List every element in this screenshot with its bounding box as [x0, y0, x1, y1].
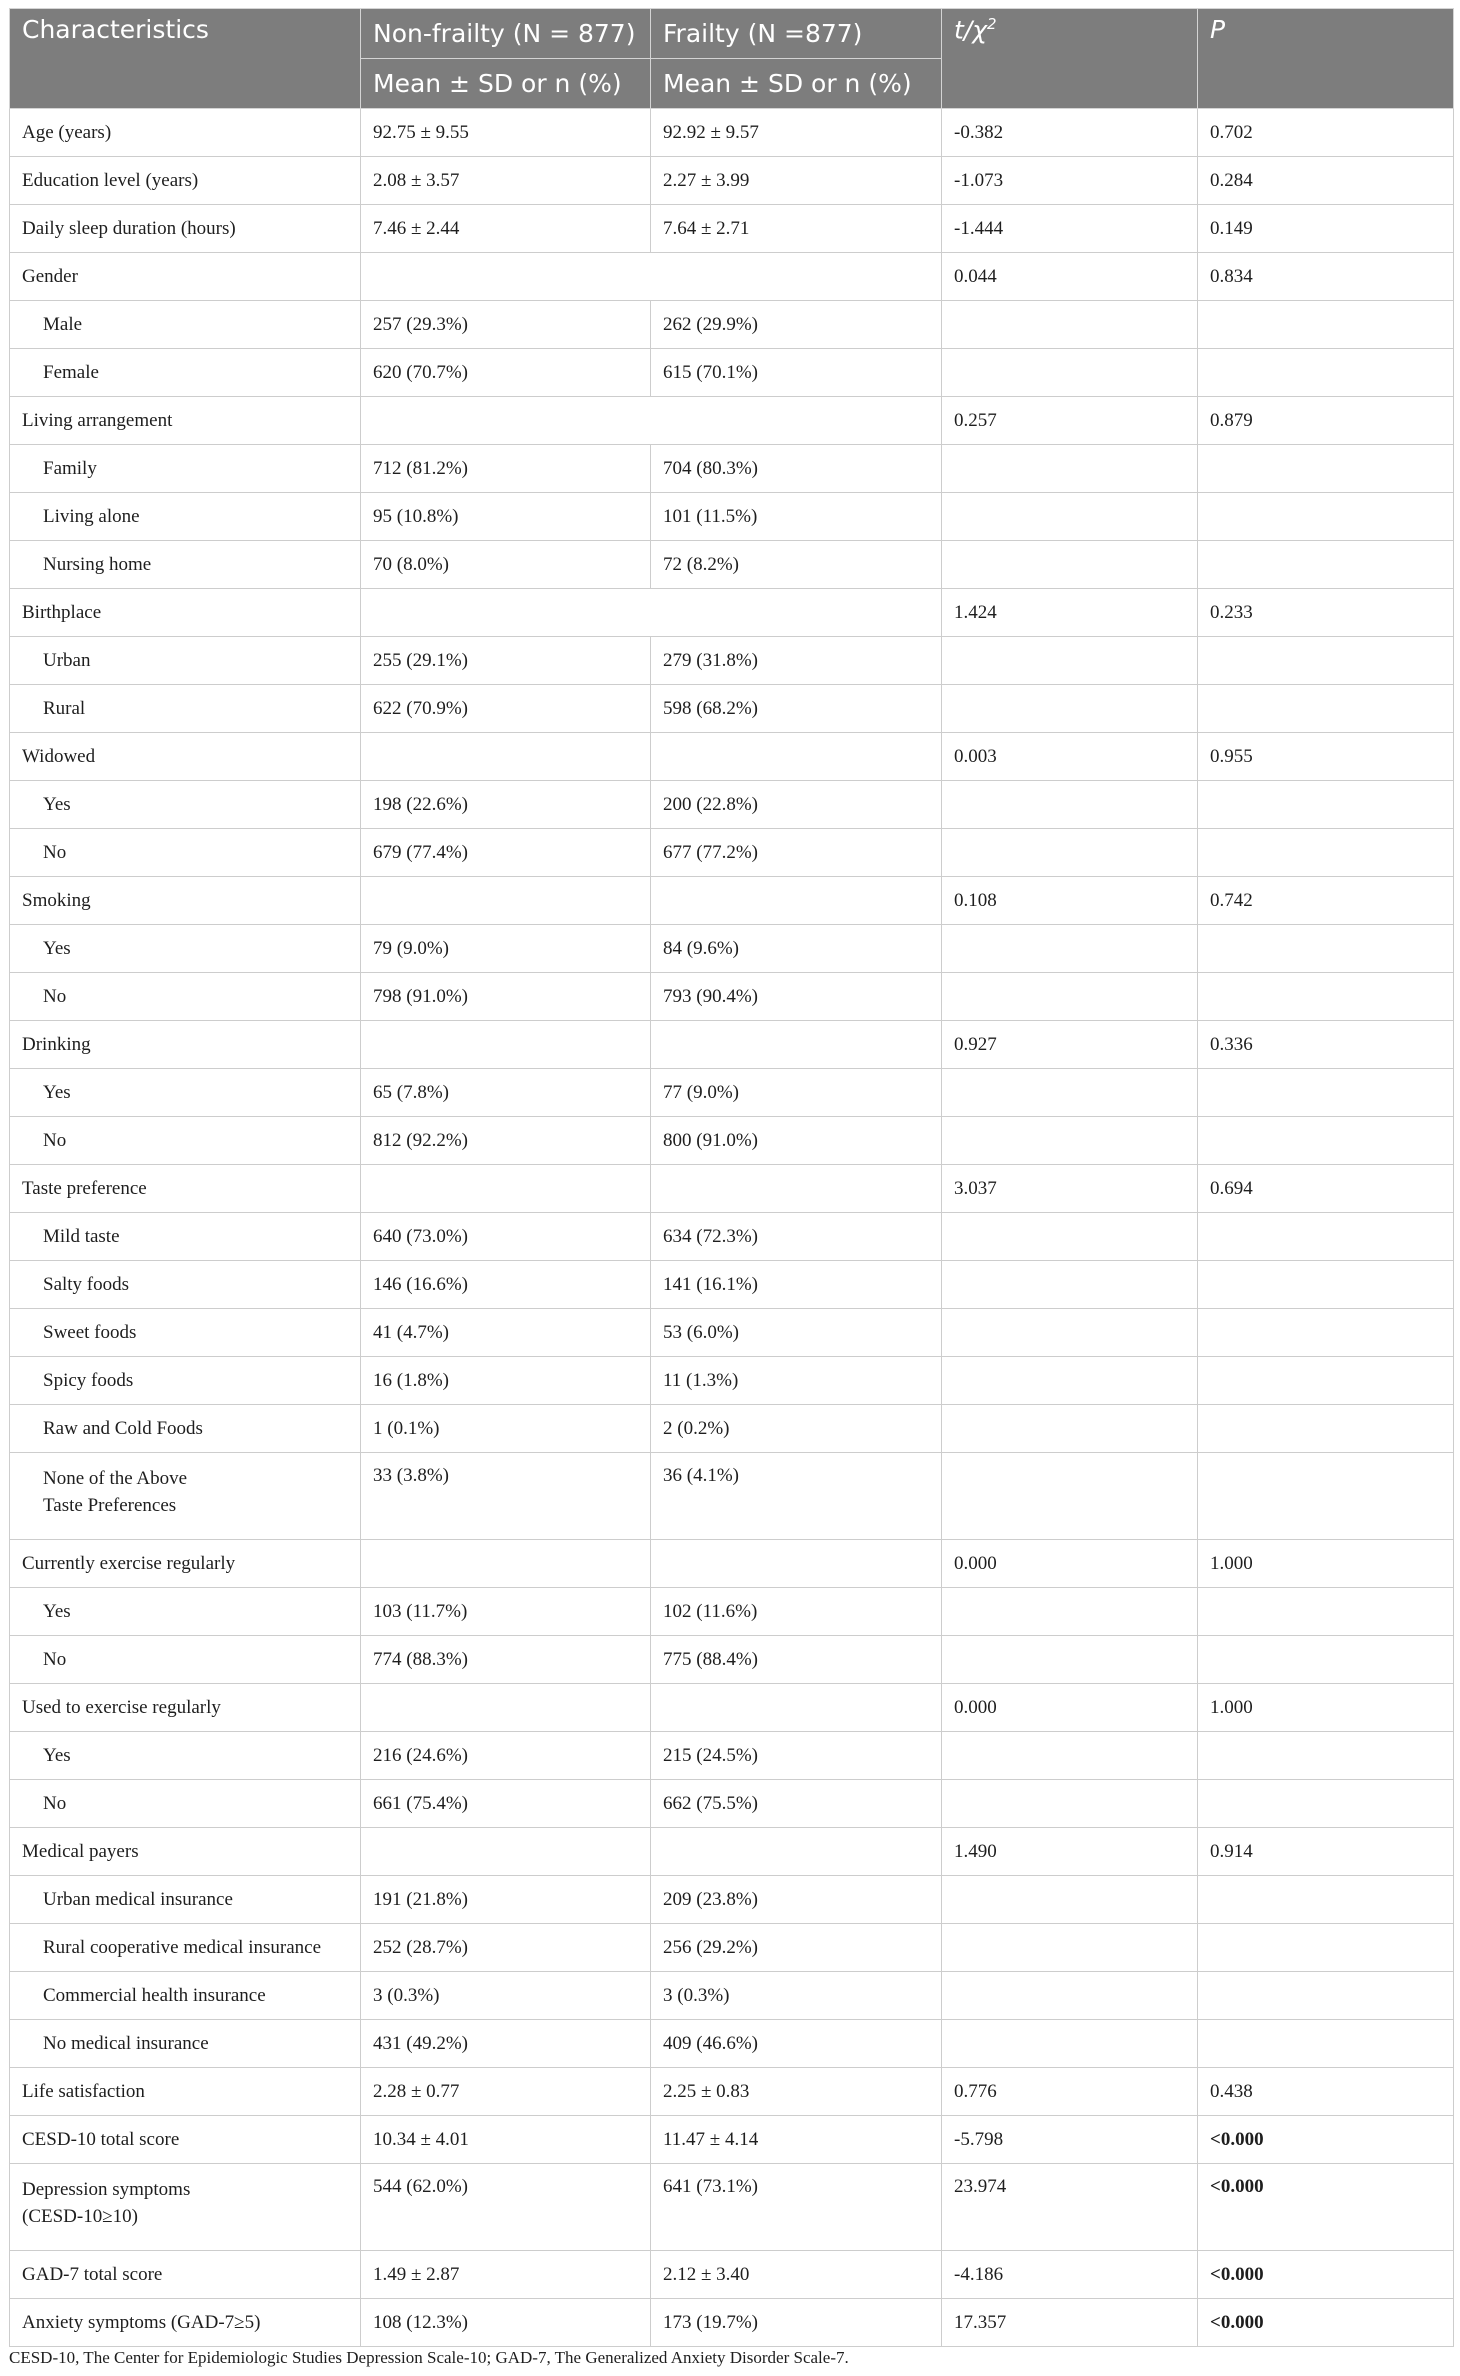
row-stat-value	[942, 685, 1198, 733]
table-row	[10, 205, 1454, 253]
row-label: Rural	[10, 685, 361, 733]
row-label: Mild taste	[10, 1213, 361, 1261]
row-p-value	[1198, 973, 1454, 1021]
table-row	[10, 2299, 1454, 2347]
row-non-frailty-value	[361, 1021, 651, 1069]
row-label: Gender	[10, 253, 361, 301]
row-stat-value	[942, 1405, 1198, 1453]
row-label: None of the Above Taste Preferences	[10, 1453, 361, 1540]
row-non-frailty-value: 2.28 ± 0.77	[361, 2068, 651, 2116]
header-sub-non-frailty: Mean ± SD or n (%)	[361, 59, 651, 109]
row-non-frailty-value: 191 (21.8%)	[361, 1876, 651, 1924]
row-stat-value: -4.186	[942, 2251, 1198, 2299]
row-frailty-value: 793 (90.4%)	[651, 973, 942, 1021]
table-row	[10, 1588, 1454, 1636]
table-row	[10, 1165, 1454, 1213]
row-label: Living alone	[10, 493, 361, 541]
row-non-frailty-value: 95 (10.8%)	[361, 493, 651, 541]
row-p-value	[1198, 1453, 1454, 1540]
row-p-value	[1198, 1876, 1454, 1924]
header-frailty: Frailty (N =877)	[651, 9, 942, 59]
header-sub-frailty: Mean ± SD or n (%)	[651, 59, 942, 109]
row-label: Salty foods	[10, 1261, 361, 1309]
row-stat-value: 17.357	[942, 2299, 1198, 2347]
table-row	[10, 1972, 1454, 2020]
row-p-value: <0.000	[1198, 2251, 1454, 2299]
row-p-value	[1198, 1357, 1454, 1405]
table-row	[10, 925, 1454, 973]
row-non-frailty-value: 431 (49.2%)	[361, 2020, 651, 2068]
row-label: Widowed	[10, 733, 361, 781]
row-non-frailty-value: 65 (7.8%)	[361, 1069, 651, 1117]
row-non-frailty-value	[361, 1165, 651, 1213]
table-row	[10, 1876, 1454, 1924]
row-non-frailty-value: 103 (11.7%)	[361, 1588, 651, 1636]
row-p-value: 0.879	[1198, 397, 1454, 445]
row-label: Drinking	[10, 1021, 361, 1069]
row-stat-value	[942, 973, 1198, 1021]
row-frailty-value: 53 (6.0%)	[651, 1309, 942, 1357]
row-p-value	[1198, 781, 1454, 829]
row-non-frailty-value: 774 (88.3%)	[361, 1636, 651, 1684]
row-p-value	[1198, 1924, 1454, 1972]
row-frailty-value	[651, 1540, 942, 1588]
row-label: Female	[10, 349, 361, 397]
row-p-value	[1198, 1213, 1454, 1261]
table-row	[10, 493, 1454, 541]
row-non-frailty-value	[361, 733, 651, 781]
row-frailty-value	[651, 733, 942, 781]
row-p-value	[1198, 541, 1454, 589]
row-p-value: 0.742	[1198, 877, 1454, 925]
row-label: Raw and Cold Foods	[10, 1405, 361, 1453]
row-label: Family	[10, 445, 361, 493]
header-non-frailty: Non-frailty (N = 877)	[361, 9, 651, 59]
row-frailty-value	[651, 1684, 942, 1732]
row-frailty-value: 84 (9.6%)	[651, 925, 942, 973]
row-non-frailty-value: 92.75 ± 9.55	[361, 109, 651, 157]
row-frailty-value: 634 (72.3%)	[651, 1213, 942, 1261]
row-non-frailty-value: 33 (3.8%)	[361, 1453, 651, 1540]
table-row	[10, 1540, 1454, 1588]
row-stat-value	[942, 1261, 1198, 1309]
row-stat-value: -1.444	[942, 205, 1198, 253]
table-row	[10, 157, 1454, 205]
row-stat-value: -1.073	[942, 157, 1198, 205]
table-row	[10, 733, 1454, 781]
row-non-frailty-value: 2.08 ± 3.57	[361, 157, 651, 205]
row-label: Taste preference	[10, 1165, 361, 1213]
row-label: Urban medical insurance	[10, 1876, 361, 1924]
row-p-value	[1198, 1261, 1454, 1309]
row-non-frailty-value	[361, 1684, 651, 1732]
row-stat-value	[942, 1357, 1198, 1405]
row-p-value	[1198, 1780, 1454, 1828]
row-p-value	[1198, 925, 1454, 973]
row-p-value	[1198, 829, 1454, 877]
row-non-frailty-value: 16 (1.8%)	[361, 1357, 651, 1405]
row-frailty-value	[651, 877, 942, 925]
row-frailty-value: 2.12 ± 3.40	[651, 2251, 942, 2299]
row-label: No	[10, 829, 361, 877]
row-non-frailty-value	[361, 1540, 651, 1588]
row-frailty-value: 677 (77.2%)	[651, 829, 942, 877]
header-stat-sup: 2	[987, 15, 997, 33]
row-stat-value	[942, 1972, 1198, 2020]
row-stat-value	[942, 829, 1198, 877]
row-p-value	[1198, 349, 1454, 397]
table-row	[10, 1732, 1454, 1780]
row-label: Living arrangement	[10, 397, 361, 445]
row-p-value	[1198, 1972, 1454, 2020]
table-row	[10, 1636, 1454, 1684]
row-non-frailty-value: 216 (24.6%)	[361, 1732, 651, 1780]
row-frailty-value: 279 (31.8%)	[651, 637, 942, 685]
row-label: Yes	[10, 1588, 361, 1636]
row-non-frailty-value	[361, 877, 651, 925]
row-non-frailty-value: 198 (22.6%)	[361, 781, 651, 829]
row-frailty-value: 11.47 ± 4.14	[651, 2116, 942, 2164]
table-row	[10, 1117, 1454, 1165]
table-body	[10, 109, 1454, 2347]
table-row	[10, 109, 1454, 157]
row-stat-value	[942, 1453, 1198, 1540]
row-label: Yes	[10, 781, 361, 829]
row-p-value: 0.702	[1198, 109, 1454, 157]
row-frailty-value: 641 (73.1%)	[651, 2164, 942, 2251]
row-frailty-value: 173 (19.7%)	[651, 2299, 942, 2347]
row-stat-value	[942, 637, 1198, 685]
table-row	[10, 301, 1454, 349]
row-frailty-value: 2.27 ± 3.99	[651, 157, 942, 205]
row-frailty-value: 262 (29.9%)	[651, 301, 942, 349]
header-row	[10, 9, 1454, 59]
row-merged-empty	[361, 589, 942, 637]
table-row	[10, 1069, 1454, 1117]
row-p-value: 0.233	[1198, 589, 1454, 637]
row-non-frailty-value: 7.46 ± 2.44	[361, 205, 651, 253]
row-label: Commercial health insurance	[10, 1972, 361, 2020]
table-row	[10, 589, 1454, 637]
row-frailty-value: 598 (68.2%)	[651, 685, 942, 733]
row-label: Yes	[10, 1069, 361, 1117]
row-non-frailty-value: 679 (77.4%)	[361, 829, 651, 877]
row-frailty-value: 36 (4.1%)	[651, 1453, 942, 1540]
row-non-frailty-value: 3 (0.3%)	[361, 1972, 651, 2020]
row-non-frailty-value: 661 (75.4%)	[361, 1780, 651, 1828]
row-label: No	[10, 1780, 361, 1828]
row-non-frailty-value: 146 (16.6%)	[361, 1261, 651, 1309]
row-stat-value: 0.003	[942, 733, 1198, 781]
row-frailty-value: 11 (1.3%)	[651, 1357, 942, 1405]
row-frailty-value: 101 (11.5%)	[651, 493, 942, 541]
table-row	[10, 781, 1454, 829]
row-p-value: 0.438	[1198, 2068, 1454, 2116]
table-row	[10, 2068, 1454, 2116]
table-row	[10, 253, 1454, 301]
row-stat-value	[942, 349, 1198, 397]
table-row	[10, 1309, 1454, 1357]
row-stat-value: 23.974	[942, 2164, 1198, 2251]
characteristics-table-container	[9, 8, 1453, 2347]
row-stat-value	[942, 1924, 1198, 1972]
table-row	[10, 1213, 1454, 1261]
table-row	[10, 1357, 1454, 1405]
row-stat-value	[942, 445, 1198, 493]
row-stat-value	[942, 1876, 1198, 1924]
table-row	[10, 349, 1454, 397]
table-row	[10, 877, 1454, 925]
row-non-frailty-value: 79 (9.0%)	[361, 925, 651, 973]
row-stat-value: 0.044	[942, 253, 1198, 301]
row-label: Education level (years)	[10, 157, 361, 205]
row-stat-value: -5.798	[942, 2116, 1198, 2164]
row-label: Anxiety symptoms (GAD-7≥5)	[10, 2299, 361, 2347]
row-frailty-value: 102 (11.6%)	[651, 1588, 942, 1636]
row-stat-value	[942, 541, 1198, 589]
row-p-value: 0.694	[1198, 1165, 1454, 1213]
row-non-frailty-value: 798 (91.0%)	[361, 973, 651, 1021]
row-non-frailty-value: 108 (12.3%)	[361, 2299, 651, 2347]
table-row	[10, 445, 1454, 493]
row-label: Yes	[10, 925, 361, 973]
row-frailty-value: 200 (22.8%)	[651, 781, 942, 829]
table-row	[10, 1261, 1454, 1309]
row-stat-value	[942, 301, 1198, 349]
row-stat-value: 0.108	[942, 877, 1198, 925]
table-row	[10, 1924, 1454, 1972]
table-row	[10, 2251, 1454, 2299]
row-label: Urban	[10, 637, 361, 685]
row-frailty-value: 77 (9.0%)	[651, 1069, 942, 1117]
row-stat-value: 3.037	[942, 1165, 1198, 1213]
table-row	[10, 1828, 1454, 1876]
row-p-value	[1198, 2020, 1454, 2068]
table-row	[10, 829, 1454, 877]
row-frailty-value: 3 (0.3%)	[651, 1972, 942, 2020]
row-p-value: 1.000	[1198, 1684, 1454, 1732]
row-stat-value: 0.927	[942, 1021, 1198, 1069]
row-label: Smoking	[10, 877, 361, 925]
row-non-frailty-value: 640 (73.0%)	[361, 1213, 651, 1261]
row-frailty-value: 92.92 ± 9.57	[651, 109, 942, 157]
row-stat-value	[942, 925, 1198, 973]
row-label: No medical insurance	[10, 2020, 361, 2068]
table-row	[10, 1453, 1454, 1540]
row-frailty-value: 662 (75.5%)	[651, 1780, 942, 1828]
row-label: Spicy foods	[10, 1357, 361, 1405]
row-stat-value: 0.000	[942, 1540, 1198, 1588]
row-p-value	[1198, 1732, 1454, 1780]
row-non-frailty-value: 257 (29.3%)	[361, 301, 651, 349]
row-label: Sweet foods	[10, 1309, 361, 1357]
row-non-frailty-value: 622 (70.9%)	[361, 685, 651, 733]
row-stat-value	[942, 1636, 1198, 1684]
row-label: Male	[10, 301, 361, 349]
row-label: Depression symptoms (CESD-10≥10)	[10, 2164, 361, 2251]
row-p-value	[1198, 1069, 1454, 1117]
row-label: No	[10, 973, 361, 1021]
row-p-value: <0.000	[1198, 2164, 1454, 2251]
row-stat-value	[942, 1213, 1198, 1261]
row-p-value	[1198, 1636, 1454, 1684]
row-p-value	[1198, 685, 1454, 733]
table-row	[10, 2164, 1454, 2251]
row-p-value: 1.000	[1198, 1540, 1454, 1588]
row-label: Nursing home	[10, 541, 361, 589]
row-non-frailty-value	[361, 1828, 651, 1876]
row-p-value	[1198, 1405, 1454, 1453]
row-stat-value: 0.776	[942, 2068, 1198, 2116]
row-stat-value	[942, 1309, 1198, 1357]
row-label: Daily sleep duration (hours)	[10, 205, 361, 253]
row-p-value: <0.000	[1198, 2299, 1454, 2347]
row-p-value	[1198, 1309, 1454, 1357]
row-stat-value: 1.490	[942, 1828, 1198, 1876]
row-stat-value	[942, 1588, 1198, 1636]
row-label: Medical payers	[10, 1828, 361, 1876]
row-frailty-value: 775 (88.4%)	[651, 1636, 942, 1684]
table-row	[10, 973, 1454, 1021]
row-p-value: 0.284	[1198, 157, 1454, 205]
row-label: Yes	[10, 1732, 361, 1780]
row-p-value	[1198, 1117, 1454, 1165]
row-p-value: 0.149	[1198, 205, 1454, 253]
header-stat-label: t/χ	[954, 15, 988, 45]
row-frailty-value: 72 (8.2%)	[651, 541, 942, 589]
row-non-frailty-value: 252 (28.7%)	[361, 1924, 651, 1972]
row-frailty-value: 800 (91.0%)	[651, 1117, 942, 1165]
row-frailty-value: 209 (23.8%)	[651, 1876, 942, 1924]
row-non-frailty-value: 620 (70.7%)	[361, 349, 651, 397]
footnote: CESD-10, The Center for Epidemiologic Studies Depression Scale-10; GAD-7, The Generalized Anxiety Disorder Scale-7.	[9, 2348, 849, 2367]
characteristics-table	[9, 8, 1454, 2347]
row-frailty-value: 141 (16.1%)	[651, 1261, 942, 1309]
header-p: P	[1198, 9, 1454, 109]
row-stat-value: 0.257	[942, 397, 1198, 445]
row-p-value	[1198, 445, 1454, 493]
header-characteristics: Characteristics	[10, 9, 361, 109]
row-p-value	[1198, 493, 1454, 541]
row-label: Birthplace	[10, 589, 361, 637]
row-stat-value	[942, 1732, 1198, 1780]
row-stat-value	[942, 1069, 1198, 1117]
row-frailty-value: 2 (0.2%)	[651, 1405, 942, 1453]
row-label: Life satisfaction	[10, 2068, 361, 2116]
row-stat-value	[942, 493, 1198, 541]
row-non-frailty-value: 712 (81.2%)	[361, 445, 651, 493]
row-merged-empty	[361, 253, 942, 301]
table-row	[10, 1405, 1454, 1453]
row-non-frailty-value: 812 (92.2%)	[361, 1117, 651, 1165]
header-stat	[942, 9, 1198, 109]
row-label: Rural cooperative medical insurance	[10, 1924, 361, 1972]
table-row	[10, 2020, 1454, 2068]
row-non-frailty-value: 544 (62.0%)	[361, 2164, 651, 2251]
table-row	[10, 1780, 1454, 1828]
row-frailty-value: 7.64 ± 2.71	[651, 205, 942, 253]
row-stat-value: 0.000	[942, 1684, 1198, 1732]
row-stat-value	[942, 1780, 1198, 1828]
row-frailty-value: 2.25 ± 0.83	[651, 2068, 942, 2116]
table-row	[10, 541, 1454, 589]
row-frailty-value	[651, 1021, 942, 1069]
row-stat-value	[942, 2020, 1198, 2068]
row-p-value: 0.336	[1198, 1021, 1454, 1069]
row-non-frailty-value: 41 (4.7%)	[361, 1309, 651, 1357]
row-p-value	[1198, 1588, 1454, 1636]
row-frailty-value	[651, 1828, 942, 1876]
row-stat-value	[942, 781, 1198, 829]
table-row	[10, 685, 1454, 733]
row-label: CESD-10 total score	[10, 2116, 361, 2164]
row-p-value	[1198, 301, 1454, 349]
row-p-value: <0.000	[1198, 2116, 1454, 2164]
row-merged-empty	[361, 397, 942, 445]
row-p-value: 0.834	[1198, 253, 1454, 301]
row-label: No	[10, 1636, 361, 1684]
row-label: GAD-7 total score	[10, 2251, 361, 2299]
row-frailty-value: 409 (46.6%)	[651, 2020, 942, 2068]
row-frailty-value: 704 (80.3%)	[651, 445, 942, 493]
row-non-frailty-value: 70 (8.0%)	[361, 541, 651, 589]
table-row	[10, 637, 1454, 685]
row-frailty-value: 256 (29.2%)	[651, 1924, 942, 1972]
row-non-frailty-value: 255 (29.1%)	[361, 637, 651, 685]
table-row	[10, 1684, 1454, 1732]
row-frailty-value: 215 (24.5%)	[651, 1732, 942, 1780]
row-non-frailty-value: 1 (0.1%)	[361, 1405, 651, 1453]
table-header	[10, 9, 1454, 109]
row-label: Age (years)	[10, 109, 361, 157]
row-non-frailty-value: 10.34 ± 4.01	[361, 2116, 651, 2164]
row-frailty-value	[651, 1165, 942, 1213]
table-row	[10, 1021, 1454, 1069]
row-label: Used to exercise regularly	[10, 1684, 361, 1732]
table-row	[10, 2116, 1454, 2164]
row-stat-value: -0.382	[942, 109, 1198, 157]
row-p-value	[1198, 637, 1454, 685]
row-p-value: 0.955	[1198, 733, 1454, 781]
row-stat-value	[942, 1117, 1198, 1165]
table-row	[10, 397, 1454, 445]
row-stat-value: 1.424	[942, 589, 1198, 637]
row-label: Currently exercise regularly	[10, 1540, 361, 1588]
row-frailty-value: 615 (70.1%)	[651, 349, 942, 397]
row-p-value: 0.914	[1198, 1828, 1454, 1876]
row-non-frailty-value: 1.49 ± 2.87	[361, 2251, 651, 2299]
row-label: No	[10, 1117, 361, 1165]
